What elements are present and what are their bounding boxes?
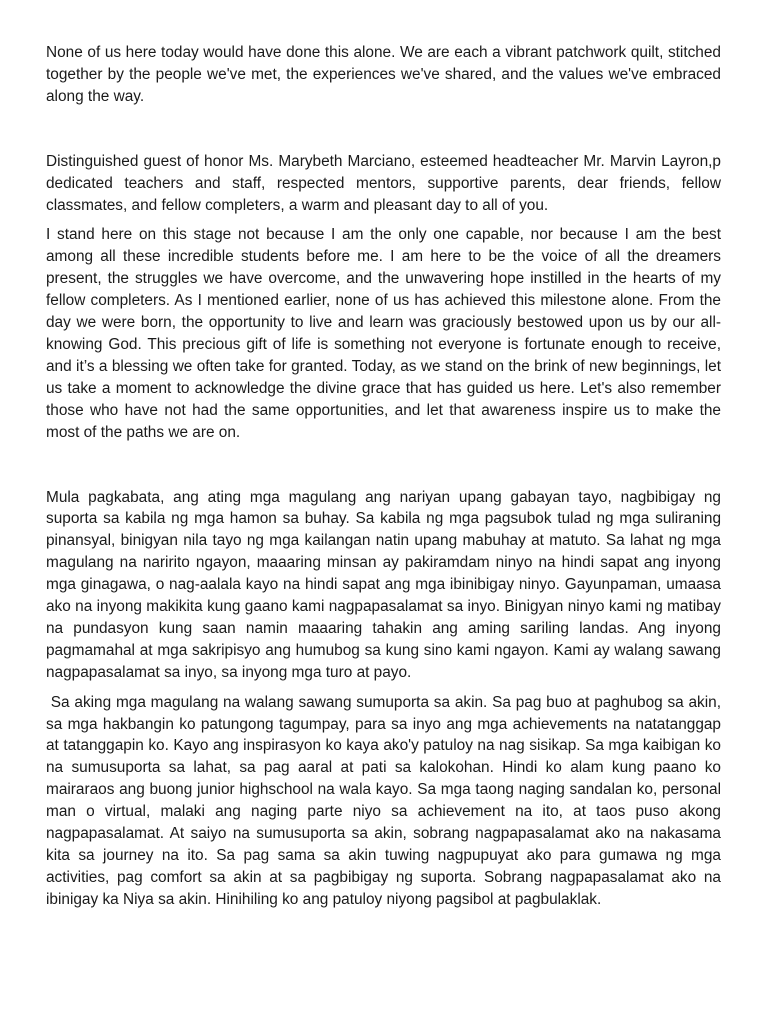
opening-paragraph: None of us here today would have done this alone. We are each a vibrant patchwork quilt, stitched together by the people we've met, the experiences we've shared, and the values we've embraced along the way.	[46, 44, 721, 105]
personal-thanks-paragraph: Sa aking mga magulang na walang sawang sumuporta sa akin. Sa pag buo at paghubog sa akin, sa mga hakbangin ko patungong tagumpay, para sa inyo ang mga achievements na natatanggap at tatanggapin ko. Kayo ang inspirasyon ko kaya ako'y patuloy na nag sisikap. Sa mga kaibigan ko na sumusuporta sa lahat, sa pag aaral at pati sa kalokohan. Hindi ko alam kung paano ko mairaraos ang buong junior highschool na wala kayo. Sa mga taong naging sandalan ko, personal man o virtual, malaki ang naging parte niyo sa achievement na ito, at taos puso akong nagpapasalamat. At saiyo na sumusuporta sa akin, sobrang nagpapasalamat ako na nakasama kita sa journey na ito. Sa pag sama sa akin tuwing nagpupuyat ako para gumawa ng mga activities, pag comfort sa akin at sa pagbibigay ng suporta. Sobrang nagpapasalamat ako na ibinigay ka Niya sa akin. Hinihiling ko ang patuloy niyong pagsibol at pagbulaklak.	[46, 693, 726, 908]
document-page	[46, 42, 726, 911]
paragraph-spacer	[46, 684, 721, 692]
paragraph-spacer	[46, 108, 721, 151]
paragraph-spacer	[46, 444, 721, 487]
paragraph-spacer	[46, 216, 721, 224]
gratitude-paragraph: I stand here on this stage not because I am the only one capable, nor because I am the best among all these incredible students before me. I am here to be the voice of all the dreamers present, the struggles we have overcome, and the unwavering hope instilled in the hearts of my fellow completers. As I mentioned earlier, none of us has achieved this milestone alone. From the day we were born, the opportunity to live and learn was graciously bestowed upon us by our all-knowing God. This precious gift of life is something not everyone is fortunate enough to receive, and it’s a blessing we often take for granted. Today, as we stand on the brink of new beginnings, let us take a moment to acknowledge the divine grace that has guided us here. Let's also remember those who have not had the same opportunities, and let that awareness inspire us to make the most of the paths we are on.	[46, 226, 721, 441]
greeting-paragraph: Distinguished guest of honor Ms. Marybeth Marciano, esteemed headteacher Mr. Marvin Layron,p dedicated teachers and staff, respected mentors, supportive parents, dear friends, fellow classmates, and fellow completers, a warm and pleasant day to all of you.	[46, 152, 721, 214]
parents-paragraph: Mula pagkabata, ang ating mga magulang ang nariyan upang gabayan tayo, nagbibigay ng suporta sa kabila ng mga hamon sa buhay. Sa kabila ng mga pagsubok tulad ng mga suliraning pinansyal, binigyan nila tayo ng mga kailangan natin upang mabuhay at matuto. Sa lahat ng mga magulang na naririto ngayon, maaaring minsan ay pakiramdam ninyo na hindi sapat ang inyong mga ginagawa, o nag-aalala kayo na hindi sapat ang mga ibinibigay ninyo. Gayunpaman, umaasa ako na inyong makikita kung gaano kami nagpapasalamat sa inyo. Binigyan ninyo kami ng matibay na pundasyon kung saan namin maaaring tahakin ang aming sariling landas. Ang inyong pagmamahal at mga sakripisyo ang humubog sa kung sino kami ngayon. Kami ay walang sawang nagpapasalamat sa inyo, sa inyong mga turo at payo.	[46, 488, 721, 681]
